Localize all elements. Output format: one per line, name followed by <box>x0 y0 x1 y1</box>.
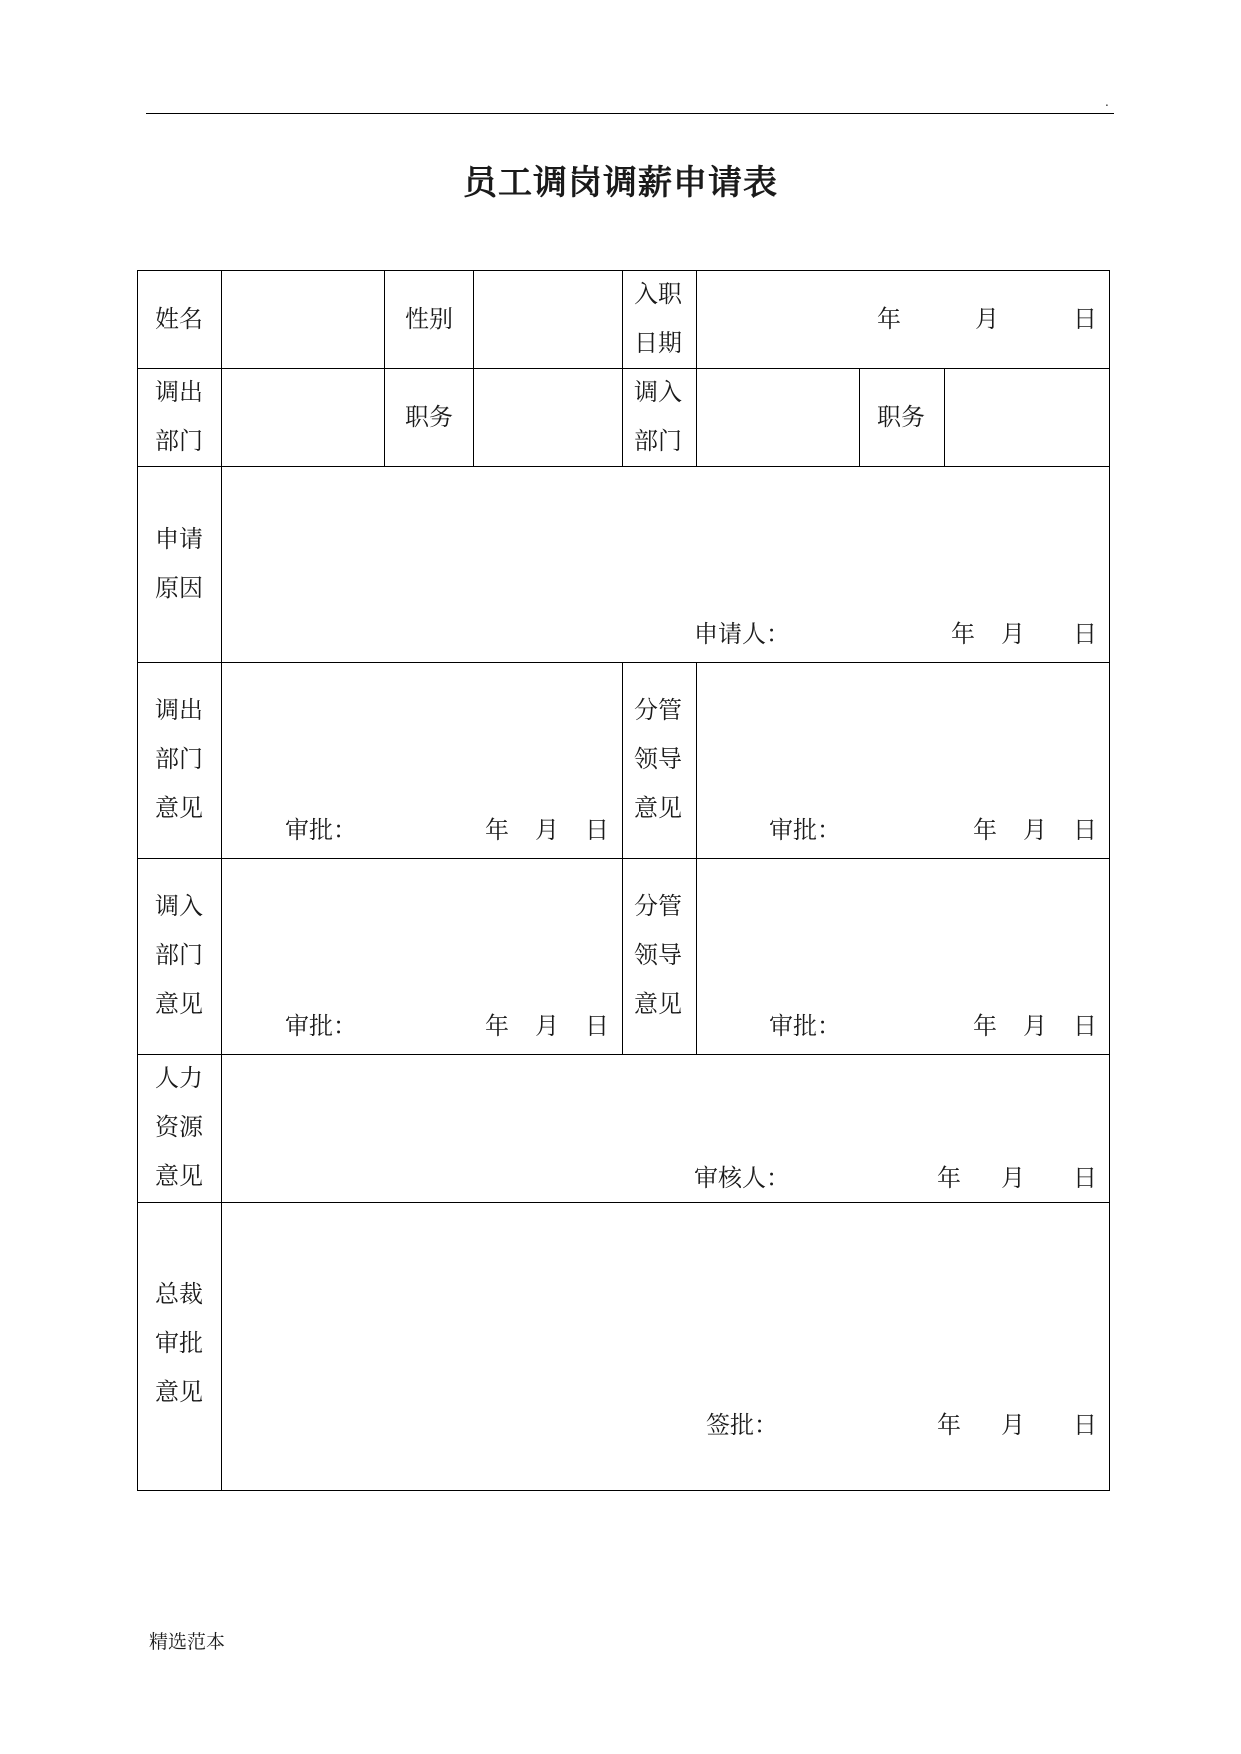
in-dept-label-line: 调入 <box>634 378 682 406</box>
gender-label: 性别 <box>405 305 453 333</box>
out-opinion-label-line: 意见 <box>155 794 203 822</box>
in-leader-month: 月 <box>1023 1012 1047 1040</box>
out-position-field[interactable] <box>474 369 622 466</box>
in-opinion-label-line: 部门 <box>155 941 203 969</box>
in-leader-label-line: 分管 <box>634 892 682 920</box>
out-leader-label-line: 领导 <box>634 745 682 773</box>
ceo-sign-label: 签批： <box>706 1411 778 1439</box>
footer-text: 精选范本 <box>149 1631 226 1653</box>
hr-day: 日 <box>1073 1164 1097 1192</box>
reason-label <box>155 515 203 613</box>
hr-reviewer-label: 审核人： <box>694 1164 790 1192</box>
out-leader-year: 年 <box>973 816 997 844</box>
form-title: 员工调岗调薪申请表 <box>463 163 778 203</box>
column-divider <box>622 662 623 1054</box>
out-dept-field[interactable] <box>222 369 384 466</box>
hr-opinion-label-line: 人力 <box>155 1064 203 1092</box>
hire-date-year: 年 <box>877 305 901 333</box>
header-mark: . <box>1105 95 1109 109</box>
hire-date-label-line: 日期 <box>634 329 682 357</box>
out-opinion-field[interactable] <box>222 663 622 813</box>
in-opinion-label-line: 调入 <box>155 892 203 920</box>
out-dept-label-line: 调出 <box>155 378 203 406</box>
header-rule <box>146 113 1114 114</box>
reason-year: 年 <box>951 620 975 648</box>
out-position-label: 职务 <box>405 403 453 431</box>
name-field[interactable] <box>222 271 384 368</box>
name-label: 姓名 <box>155 305 203 333</box>
in-approve-month: 月 <box>535 1012 559 1040</box>
hr-opinion-label <box>155 1054 203 1201</box>
hr-opinion-label-line: 意见 <box>155 1162 203 1190</box>
ceo-day: 日 <box>1073 1411 1097 1439</box>
hire-date-month: 月 <box>975 305 999 333</box>
hr-month: 月 <box>1001 1164 1025 1192</box>
ceo-opinion-label-line: 意见 <box>155 1378 203 1406</box>
column-divider <box>622 270 623 466</box>
in-opinion-field[interactable] <box>222 859 622 1009</box>
form-border-right <box>1109 270 1110 1491</box>
ceo-opinion-field[interactable] <box>222 1203 1109 1383</box>
in-leader-approve-label: 审批： <box>769 1012 841 1040</box>
in-leader-label <box>634 882 682 1029</box>
in-dept-label <box>634 368 682 466</box>
hire-date-label-line: 入职 <box>634 280 682 308</box>
in-leader-year: 年 <box>973 1012 997 1040</box>
hire-date-field[interactable] <box>697 271 1109 368</box>
gender-field[interactable] <box>474 271 622 368</box>
out-approve-label: 审批： <box>285 816 357 844</box>
ceo-opinion-label <box>155 1270 203 1417</box>
ceo-opinion-label-line: 总裁 <box>155 1280 203 1308</box>
in-leader-label-line: 领导 <box>634 941 682 969</box>
out-leader-approve-label: 审批： <box>769 816 841 844</box>
out-leader-field[interactable] <box>697 663 1109 813</box>
column-divider <box>384 270 385 466</box>
in-opinion-label-line: 意见 <box>155 990 203 1018</box>
in-approve-year: 年 <box>485 1012 509 1040</box>
in-leader-label-line: 意见 <box>634 990 682 1018</box>
out-approve-year: 年 <box>485 816 509 844</box>
form-border-left <box>137 270 138 1491</box>
ceo-opinion-label-line: 审批 <box>155 1329 203 1357</box>
out-leader-month: 月 <box>1023 816 1047 844</box>
form-border-bottom <box>137 1490 1110 1491</box>
out-opinion-label <box>155 686 203 833</box>
applicant-label: 申请人： <box>694 620 790 648</box>
in-position-field[interactable] <box>945 369 1109 466</box>
hr-opinion-label-line: 资源 <box>155 1113 203 1141</box>
in-leader-field[interactable] <box>697 859 1109 1009</box>
out-dept-label <box>155 368 203 466</box>
out-leader-label-line: 分管 <box>634 696 682 724</box>
out-leader-day: 日 <box>1073 816 1097 844</box>
in-leader-day: 日 <box>1073 1012 1097 1040</box>
hire-date-label <box>634 270 682 368</box>
hr-opinion-field[interactable] <box>222 1055 1109 1155</box>
hire-date-day: 日 <box>1073 305 1097 333</box>
reason-label-line: 申请 <box>155 525 203 553</box>
column-divider <box>859 368 860 466</box>
in-dept-field[interactable] <box>697 369 859 466</box>
out-opinion-label-line: 部门 <box>155 745 203 773</box>
ceo-year: 年 <box>937 1411 961 1439</box>
in-position-label: 职务 <box>877 403 925 431</box>
in-dept-label-line: 部门 <box>634 427 682 455</box>
ceo-month: 月 <box>1001 1411 1025 1439</box>
reason-label-line: 原因 <box>155 574 203 602</box>
hr-year: 年 <box>937 1164 961 1192</box>
out-approve-month: 月 <box>535 816 559 844</box>
out-opinion-label-line: 调出 <box>155 696 203 724</box>
reason-day: 日 <box>1073 620 1097 648</box>
out-leader-label-line: 意见 <box>634 794 682 822</box>
in-approve-day: 日 <box>585 1012 609 1040</box>
reason-field[interactable] <box>222 467 1109 617</box>
out-leader-label <box>634 686 682 833</box>
out-dept-label-line: 部门 <box>155 427 203 455</box>
reason-month: 月 <box>1001 620 1025 648</box>
out-approve-day: 日 <box>585 816 609 844</box>
application-form <box>137 270 1110 1491</box>
in-opinion-label <box>155 882 203 1029</box>
in-approve-label: 审批： <box>285 1012 357 1040</box>
